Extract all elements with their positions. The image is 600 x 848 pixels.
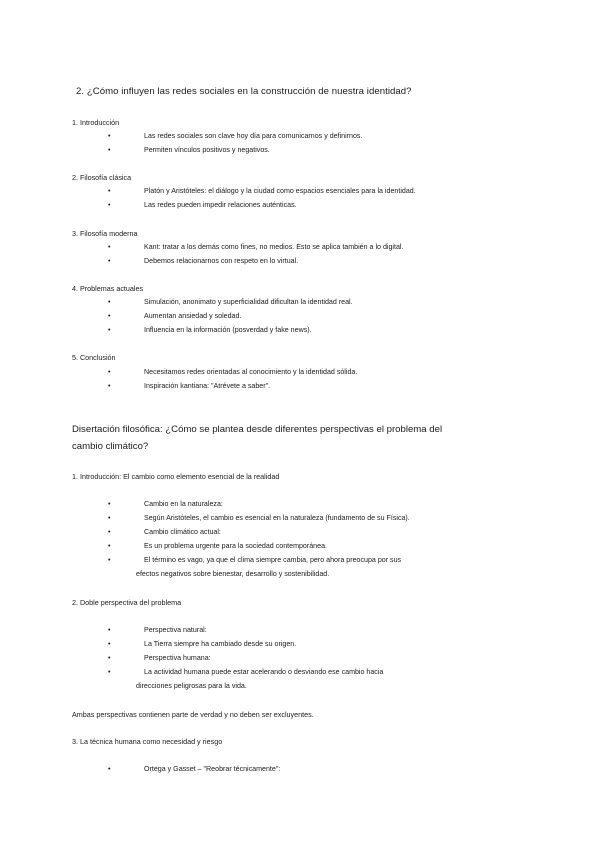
bullet-icon: • (108, 298, 111, 306)
section-heading-problemas-actuales: 4. Problemas actuales (72, 284, 144, 293)
list-item-text: Es un problema urgente para la sociedad contemporánea. (144, 542, 327, 550)
bullet-icon: • (108, 326, 111, 334)
bullet-icon: • (108, 243, 111, 251)
bullet-icon: • (108, 514, 111, 522)
bullet-icon: • (108, 312, 111, 320)
list-item-text: Inspiración kantiana: "Atrévete a saber". (144, 382, 271, 390)
bullet-icon: • (108, 542, 111, 550)
disertacion-title-line-2: cambio climático? (72, 441, 149, 452)
section-heading-conclusion: 5. Conclusión (72, 353, 116, 362)
disertacion-section-heading-doble-perspectiva: 2. Doble perspectiva del problema (72, 598, 182, 607)
list-item-text: Perspectiva humana: (144, 654, 211, 662)
list-item-text: Aumentan ansiedad y soledad. (144, 312, 242, 320)
list-item-text: Platón y Aristóteles: el diálogo y la ciudad como espacios esenciales para la identidad. (144, 187, 416, 195)
bullet-icon: • (108, 201, 111, 209)
list-item-text: Cambio climático actual: (144, 528, 221, 536)
bullet-icon: • (108, 146, 111, 154)
list-item-text: La Tierra siempre ha cambiado desde su origen. (144, 640, 297, 648)
list-item-text: Las redes sociales son clave hoy día para comunicarnos y definirnos. (144, 132, 363, 140)
bullet-icon: • (108, 257, 111, 265)
list-item-text: Debemos relacionarnos con respeto en lo virtual. (144, 257, 299, 265)
disertacion-section-heading-introduccion: 1. Introducción: El cambio como elemento esencial de la realidad (72, 472, 280, 481)
list-item-text: Las redes pueden impedir relaciones auténticas. (144, 201, 297, 209)
list-item-text: Cambio en la naturaleza: (144, 500, 223, 508)
list-item-text: Perspectiva natural: (144, 626, 207, 634)
disertacion-section-heading-tecnica: 3. La técnica humana como necesidad y riesgo (72, 737, 223, 746)
list-item-text: Simulación, anonimato y superficialidad dificultan la identidad real. (144, 298, 353, 306)
bullet-icon: • (108, 765, 111, 773)
bullet-icon: • (108, 654, 111, 662)
disertacion-title-line-1: Disertación filosófica: ¿Cómo se plantea desde diferentes perspectivas el problema del (72, 424, 443, 435)
list-item-text: Influencia en la información (posverdad y fake news). (144, 326, 312, 334)
bullet-icon: • (108, 528, 111, 536)
section-heading-filosofia-moderna: 3. Filosofía moderna (72, 229, 138, 238)
bullet-icon: • (108, 668, 111, 676)
list-item-text: Necesitamos redes orientadas al conocimiento y la identidad sólida. (144, 368, 358, 376)
list-item-text: efectos negativos sobre bienestar, desarrollo y sostenibilidad. (136, 570, 330, 578)
bullet-icon: • (108, 132, 111, 140)
list-item-text: La actividad humana puede estar acelerando o desviando ese cambio hacia (144, 668, 384, 676)
question-2-title: 2. ¿Cómo influyen las redes sociales en la construcción de nuestra identidad? (76, 86, 412, 97)
list-item-text: Según Aristóteles, el cambio es esencial en la naturaleza (fundamento de su Física). (144, 514, 410, 522)
list-item-text: El término es vago, ya que el clima siempre cambia, pero ahora preocupa por sus (144, 556, 402, 564)
paragraph: Ambas perspectivas contienen parte de verdad y no deben ser excluyentes. (72, 710, 314, 719)
list-item-text: Permiten vínculos positivos y negativos. (144, 146, 270, 154)
list-item-text: Ortega y Gasset – "Reobrar técnicamente": (144, 765, 281, 773)
list-item-text: Kant: tratar a los demás como fines, no medios. Esto se aplica también a lo digital. (144, 243, 404, 251)
section-heading-filosofia-clasica: 2. Filosofía clásica (72, 173, 132, 182)
bullet-icon: • (108, 640, 111, 648)
section-heading-introduccion: 1. Introducción (72, 118, 120, 127)
bullet-icon: • (108, 626, 111, 634)
bullet-icon: • (108, 382, 111, 390)
list-item-text: direcciones peligrosas para la vida. (136, 682, 247, 690)
bullet-icon: • (108, 368, 111, 376)
bullet-icon: • (108, 187, 111, 195)
bullet-icon: • (108, 556, 111, 564)
bullet-icon: • (108, 500, 111, 508)
